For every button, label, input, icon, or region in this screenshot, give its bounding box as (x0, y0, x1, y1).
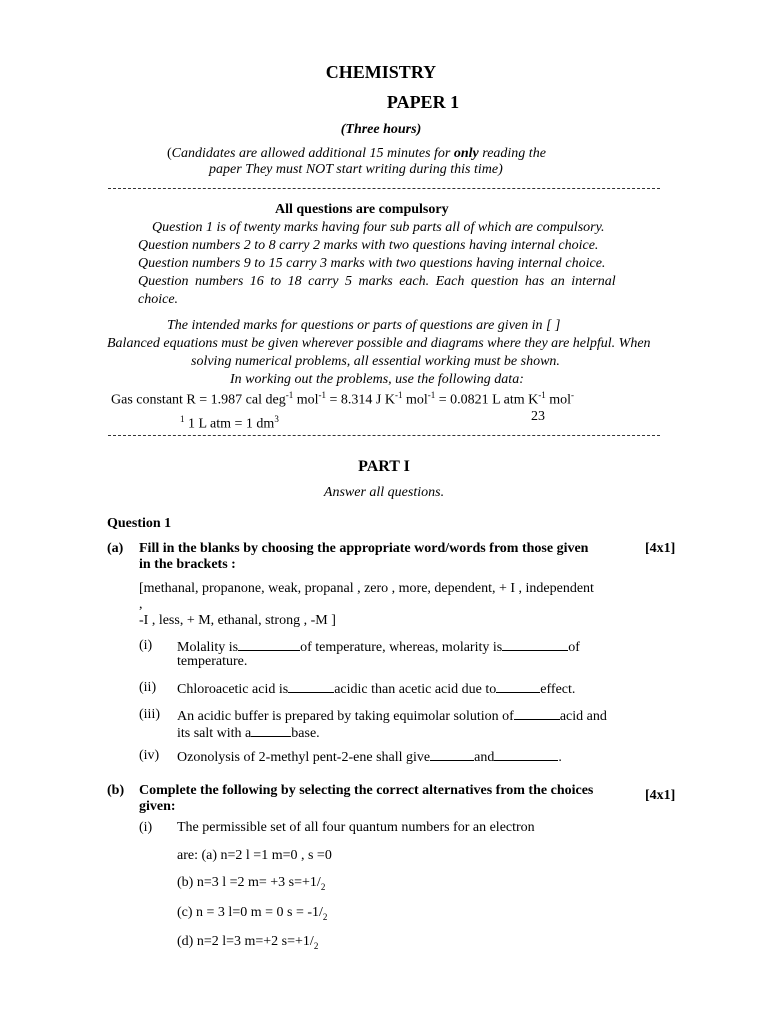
option-a: are: (a) n=2 l =1 m=0 , s =0 (177, 848, 332, 863)
question-1-title: Question 1 (107, 516, 172, 531)
q1b-text: Complete the following by selecting the correct alternatives from the choices (139, 783, 594, 798)
divider-top (108, 188, 660, 189)
part-title: PART I (358, 458, 410, 475)
blank-line (502, 638, 568, 651)
q1a-label: (a) (107, 541, 124, 556)
instruction-line: Question 1 is of twenty marks having four sub parts all of which are compulsory. (152, 220, 605, 235)
q1a-text: Fill in the blanks by choosing the appropriate word/words from those given (139, 541, 589, 556)
blank-line (514, 707, 560, 720)
instruction-line: choice. (138, 292, 179, 307)
litre-atm-line: $^1$ 1 L atm = 1 $dm^3$ (180, 414, 279, 432)
choices-line: , (139, 597, 143, 612)
instruction-line: Question numbers 16 to 18 carry 5 marks each. Each question has an internal (138, 274, 616, 289)
blank-line (238, 638, 300, 651)
fill-blank-item: Chloroacetic acid is acidic than acetic acid due to effect. (177, 682, 576, 697)
quantum-question: The permissible set of all four quantum numbers for an electron (177, 820, 535, 835)
gas-constant-line: Gas constant R = 1.987 cal deg$^{-1}$ mol$^{-1}$ = 8.314 J $K^{-1}$ mol$^{-1}$ = 0.0821 L atm $K^{-1}$ mol- (111, 390, 575, 408)
item-number: (iii) (139, 707, 160, 722)
blank-line (496, 680, 540, 693)
item-number: (iv) (139, 748, 160, 763)
instruction-line: solving numerical problems, all essential working must be shown. (191, 354, 560, 369)
gas-constant-23: 23 (531, 409, 545, 424)
choices-line: -I , less, + M, ethanal, strong , -M ] (139, 613, 336, 628)
option-b: (b) n=3 l =2 m= +3 $s=+1/_2$ (177, 875, 326, 892)
fill-blank-item-cont: its salt with a base. (177, 726, 320, 741)
option-c: (c) n = 3 l=0 m = 0 $s = -1/_2$ (177, 905, 328, 922)
q1b-label: (b) (107, 783, 125, 798)
part-subtitle: Answer all questions. (323, 485, 445, 500)
blank-line (288, 680, 334, 693)
item-number: (ii) (139, 680, 157, 695)
fill-blank-item: Ozonolysis of 2-methyl pent-2-ene shall give and . (177, 750, 562, 765)
note-line-1: (Candidates are allowed additional 15 minutes for only reading the (167, 146, 546, 161)
blank-line (494, 748, 558, 761)
q1a-text: in the brackets : (139, 557, 236, 572)
note-line-2: paper They must NOT start writing during this time) (209, 162, 503, 177)
q1a-marks: [4x1] (645, 541, 676, 556)
instruction-line: The intended marks for questions or parts of questions are given in [ ] (167, 318, 561, 333)
subject-title: CHEMISTRY (325, 62, 437, 82)
q1b-text: given: (139, 799, 176, 814)
blank-line (430, 748, 474, 761)
instruction-line: Question numbers 2 to 8 carry 2 marks with two questions having internal choice. (138, 238, 599, 253)
q1b-marks: [4x1] (645, 788, 676, 803)
fill-blank-item-cont: temperature. (177, 654, 248, 669)
instruction-line: Balanced equations must be given wherever possible and diagrams where they are helpful. When (107, 336, 651, 351)
instruction-line: In working out the problems, use the following data: (230, 372, 524, 387)
instruction-line: Question numbers 9 to 15 carry 3 marks with two questions having internal choice. (138, 256, 606, 271)
duration: (Three hours) (340, 122, 422, 137)
choices-line: [methanal, propanone, weak, propanal , zero , more, dependent, + I , independent (139, 581, 594, 596)
instructions-heading: All questions are compulsory (275, 202, 449, 217)
fill-blank-item: Molality is of temperature, whereas, molarity is of (177, 640, 580, 655)
paper-title: PAPER 1 (386, 92, 460, 112)
item-number: (i) (139, 820, 153, 835)
fill-blank-item: An acidic buffer is prepared by taking equimolar solution of acid and (177, 709, 607, 724)
item-number: (i) (139, 638, 153, 653)
option-d: (d) n=2 l=3 m=+2 $s=+1/_2$ (177, 934, 319, 951)
blank-line (251, 724, 291, 737)
divider-bottom (108, 435, 660, 436)
